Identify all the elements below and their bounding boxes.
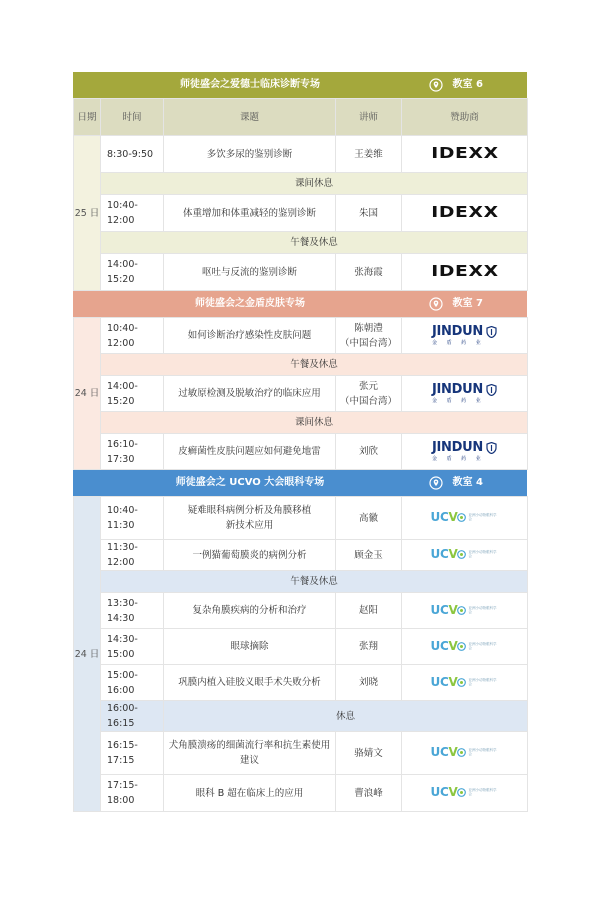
eye-icon	[457, 748, 466, 757]
break-row	[74, 571, 528, 593]
section-title: 师徒盛会之 UCVO 大会眼科专场	[175, 477, 325, 488]
header-speaker: 讲师	[336, 99, 402, 136]
section-title: 师徒盛会之爱德士临床诊断专场	[180, 79, 320, 90]
break-row	[74, 701, 528, 732]
shield-icon	[486, 442, 497, 454]
sponsor-cell	[402, 732, 528, 775]
jindun-logo: JINDUN 金 盾 药 业	[432, 325, 497, 346]
speaker-cell: 骆婧文	[336, 732, 402, 775]
sponsor-cell	[402, 540, 528, 571]
table-header	[74, 99, 528, 136]
break-label: 午餐及休息	[101, 354, 528, 376]
break-label: 午餐及休息	[101, 571, 528, 593]
topic-cell: 眼科 B 超在临床上的应用	[164, 775, 336, 812]
speaker-name: 陈朝澧	[354, 322, 383, 334]
speaker-cell	[336, 376, 402, 412]
sponsor-cell	[402, 497, 528, 540]
sponsor-cell	[402, 376, 528, 412]
sponsor-cell	[402, 434, 528, 470]
topic-cell: 皮癣菌性皮肤问题应如何避免地雷	[164, 434, 336, 470]
sponsor-cell	[402, 136, 528, 173]
schedule	[73, 72, 527, 812]
jindun-logo: JINDUN 金 盾 药 业	[432, 441, 497, 462]
table-row	[74, 318, 528, 354]
table-row	[74, 254, 528, 291]
time-cell: 15:00-16:00	[101, 665, 164, 701]
idexx-logo: IDEXX	[430, 261, 499, 280]
topic-cell: 巩膜内植入硅胶义眼手术失败分析	[164, 665, 336, 701]
date-cell: 24 日	[74, 497, 101, 812]
header-date: 日期	[74, 99, 101, 136]
section-header-jindun	[73, 291, 527, 317]
section-header-ucvo	[73, 470, 527, 496]
speaker-cell: 赵阳	[336, 593, 402, 629]
location-pin-icon	[429, 297, 443, 311]
schedule-table-ucvo	[73, 496, 528, 812]
location-pin-icon	[429, 476, 443, 490]
ucvo-logo: UCV 亚洲小动物眼科学会	[430, 745, 497, 759]
sponsor-cell	[402, 318, 528, 354]
time-cell: 14:00-15:20	[101, 376, 164, 412]
speaker-cell: 刘欣	[336, 434, 402, 470]
topic-cell: 呕吐与反流的鉴别诊断	[164, 254, 336, 291]
ucvo-logo: UCV 亚洲小动物眼科学会	[430, 674, 497, 689]
time-cell: 16:15-17:15	[101, 732, 164, 775]
table-row	[74, 593, 528, 629]
topic-cell: 体重增加和体重减轻的鉴别诊断	[164, 195, 336, 232]
speaker-region: （中国台湾）	[339, 337, 397, 349]
shield-icon	[486, 326, 497, 338]
section-room: 教室 6	[452, 79, 483, 90]
break-label: 休息	[164, 701, 528, 732]
break-label: 午餐及休息	[101, 232, 528, 254]
speaker-cell: 王姜维	[336, 136, 402, 173]
section-room: 教室 7	[452, 298, 483, 309]
time-cell: 16:10-17:30	[101, 434, 164, 470]
topic-cell: 眼球摘除	[164, 629, 336, 665]
time-cell: 8:30-9:50	[101, 136, 164, 173]
topic-cell: 过敏原检测及脱敏治疗的临床应用	[164, 376, 336, 412]
sponsor-cell	[402, 629, 528, 665]
time-cell: 17:15-18:00	[101, 775, 164, 812]
break-row	[74, 173, 528, 195]
break-row	[74, 232, 528, 254]
speaker-cell: 曹浪峰	[336, 775, 402, 812]
time-cell: 10:40-11:30	[101, 497, 164, 540]
sponsor-cell	[402, 775, 528, 812]
sponsor-cell	[402, 665, 528, 701]
break-label: 课间休息	[101, 173, 528, 195]
speaker-cell: 张翔	[336, 629, 402, 665]
time-cell: 10:40-12:00	[101, 318, 164, 354]
speaker-name: 张元	[358, 380, 378, 392]
topic-cell: 一例猫葡萄膜炎的病例分析	[164, 540, 336, 571]
ucvo-logo: UCV 亚洲小动物眼科学会	[430, 602, 497, 617]
section-title: 师徒盛会之金盾皮肤专场	[195, 298, 305, 309]
shield-icon	[486, 384, 497, 396]
location-pin-icon	[429, 78, 443, 92]
idexx-logo: IDEXX	[430, 143, 499, 162]
break-row	[74, 354, 528, 376]
schedule-table-idexx	[73, 98, 528, 291]
table-row	[74, 665, 528, 701]
break-time: 16:00-16:15	[101, 701, 164, 732]
idexx-logo: IDEXX	[430, 202, 499, 221]
eye-icon	[457, 513, 466, 522]
table-row	[74, 434, 528, 470]
table-row	[74, 497, 528, 540]
time-cell: 13:30-14:30	[101, 593, 164, 629]
jindun-logo: JINDUN 金 盾 药 业	[432, 383, 497, 404]
ucvo-logo: UCV 亚洲小动物眼科学会	[430, 547, 497, 561]
ucvo-logo: UCV 亚洲小动物眼科学会	[430, 510, 497, 524]
table-row	[74, 376, 528, 412]
date-cell: 25 日	[74, 136, 101, 291]
time-cell: 14:30-15:00	[101, 629, 164, 665]
speaker-cell: 张海霞	[336, 254, 402, 291]
break-row	[74, 412, 528, 434]
ucvo-logo: UCV 亚洲小动物眼科学会	[430, 785, 497, 799]
topic-cell: 复杂角膜疾病的分析和治疗	[164, 593, 336, 629]
speaker-cell: 高徽	[336, 497, 402, 540]
topic-cell: 如何诊断治疗感染性皮肤问题	[164, 318, 336, 354]
header-time: 时间	[101, 99, 164, 136]
time-cell: 14:00-15:20	[101, 254, 164, 291]
topic-cell: 犬角膜溃疡的细菌流行率和抗生素使用 建议	[164, 732, 336, 775]
topic-cell: 疑难眼科病例分析及角膜移植 新技术应用	[164, 497, 336, 540]
table-row	[74, 136, 528, 173]
eye-icon	[457, 788, 466, 797]
sponsor-cell	[402, 254, 528, 291]
speaker-cell: 顾金玉	[336, 540, 402, 571]
schedule-table-jindun	[73, 317, 528, 470]
speaker-region: （中国台湾）	[339, 395, 397, 407]
eye-icon	[457, 606, 466, 615]
table-row	[74, 775, 528, 812]
section-header-idexx	[73, 72, 527, 98]
eye-icon	[457, 642, 466, 651]
eye-icon	[457, 678, 466, 687]
section-room: 教室 4	[452, 477, 483, 488]
speaker-cell: 刘晓	[336, 665, 402, 701]
speaker-cell: 朱国	[336, 195, 402, 232]
table-row	[74, 732, 528, 775]
break-label: 课间休息	[101, 412, 528, 434]
time-cell: 10:40-12:00	[101, 195, 164, 232]
sponsor-cell	[402, 593, 528, 629]
topic-cell: 多饮多尿的鉴别诊断	[164, 136, 336, 173]
sponsor-cell	[402, 195, 528, 232]
table-row	[74, 195, 528, 232]
header-sponsor: 赞助商	[402, 99, 528, 136]
ucvo-logo: UCV 亚洲小动物眼科学会	[430, 638, 497, 653]
header-topic: 课题	[164, 99, 336, 136]
table-row	[74, 540, 528, 571]
table-row	[74, 629, 528, 665]
speaker-cell	[336, 318, 402, 354]
date-cell: 24 日	[74, 318, 101, 470]
eye-icon	[457, 550, 466, 559]
time-cell: 11:30-12:00	[101, 540, 164, 571]
